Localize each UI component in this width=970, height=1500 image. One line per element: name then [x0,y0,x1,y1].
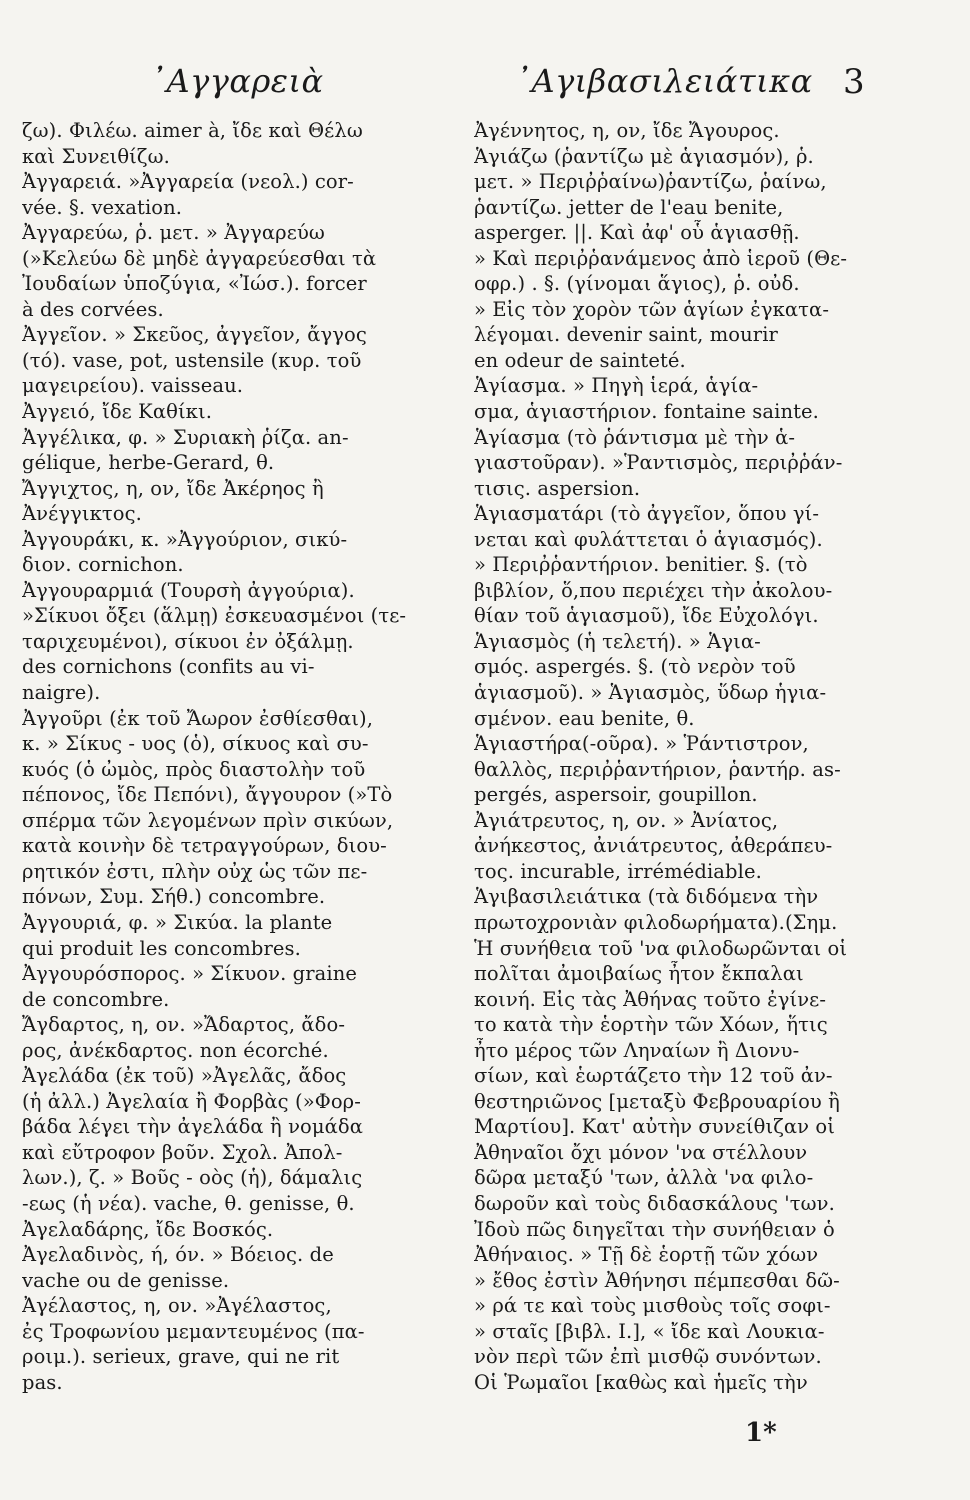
text-line: μετ. » Περιῤῥαίνω)ῥαντίζω, ῥαίνω, [474,170,827,194]
text-line: ἀνήκεστος, ἀνιάτρευτος, ἀθεράπευ- [474,834,833,858]
text-line: (»Κελεύω δὲ μηδὲ ἀγγαρεύεσθαι τὰ [22,246,377,270]
text-line: Οἱ Ῥωμαῖοι [καθὼς καὶ ἡμεῖς τὴν [474,1370,808,1394]
text-line: qui produit les concombres. [22,936,301,960]
text-line: βιβλίον, ὅ,που περιέχει τὴν ἀκολου- [474,578,833,602]
text-line: Ἀγελάδα (ἐκ τοῦ) »Ἀγελᾶς, ἄδος [22,1064,347,1088]
text-line: pergés, aspersoir, goupillon. [474,783,758,807]
text-line: » σταῖς [βιβλ. Ι.], « ἴδε καὶ Λουκια- [474,1319,825,1343]
text-line: πέπονος, ἴδε Πεπόνι), ἄγγουρον (»Τὸ [22,783,393,807]
text-line: λέγομαι. devenir saint, mourir [474,323,778,347]
text-line: σπέρμα τῶν λεγομένων πρὶν σικύων, [22,808,394,832]
text-line: θεστηριῶνος [μεταξὺ Φεβρουαρίου ἢ [474,1089,840,1113]
text-line: Ἀγγεῖον. » Σκεῦος, ἀγγεῖον, ἄγγος [22,323,367,347]
text-line: δωροῦν καὶ τοὺς διδασκάλους 'των. [474,1191,835,1215]
text-line: Ἀγγειό, ἴδε Καθίκι. [22,400,213,424]
text-line: μαγειρείου). vaisseau. [22,374,244,398]
text-line: Ἰδοὺ πῶς διηγεῖται τὴν συνήθειαν ὁ [474,1217,835,1241]
text-line: κυός (ὁ ὠμὸς, πρὸς διαστολὴν τοῦ [22,757,366,781]
text-line: Ἀνέγγικτος. [22,502,142,526]
text-line: ρος, ἀνέκδαρτος. non écorché. [22,1038,329,1062]
text-line: Ἀγελαδινὸς, ή, όν. » Βόειος. de [22,1243,334,1267]
text-line: ρητικόν ἐστι, πλὴν οὐχ ὡς τῶν πε- [22,859,368,883]
left-column [22,118,457,1395]
page-number: 3 [843,62,865,102]
text-line: Ἡ συνήθεια τοῦ 'να φιλοδωρῶνται οἱ [474,936,848,960]
text-line: Ἀθήναιος. » Τῇ δὲ ἑορτῇ τῶν χόων [474,1243,819,1267]
text-line: Ἁγίασμα (τὸ ῥάντισμα μὲ τὴν ἁ- [474,425,796,449]
text-line: (ἡ ἀλλ.) Ἀγελαία ἢ Φορβὰς (»Φορ- [22,1089,361,1113]
text-line: ταριχευμένοι), σίκυοι ἐν ὀξάλμῃ. [22,629,354,653]
text-line: Ἁγίασμα. » Πηγὴ ἱερά, ἁγία- [474,374,759,398]
text-line: » ἔθος ἐστὶν Ἀθήνησι πέμπεσθαι δῶ- [474,1268,840,1292]
text-line: Ἀγέννητος, η, ον, ἴδε Ἄγουρος. [474,119,780,142]
right-running-headword: ᾿Αγιβασιλειάτικα [515,62,813,100]
text-line: Ἀγγουριά, φ. » Σικύα. la plante [22,910,333,934]
text-line: σμός. aspergés. §. (τὸ νερὸν τοῦ [474,655,796,679]
text-line: σμα, ἁγιαστήριον. fontaine sainte. [474,400,819,424]
text-line: θαλλὸς, περιῤῥαντήριον, ῥαντήρ. as- [474,757,841,781]
text-line: βάδα λέγει τὴν ἀγελάδα ἢ νομάδα [22,1115,364,1139]
text-line: πολῖται ἀμοιβαίως ἦτον ἔκπαλαι [474,962,804,986]
text-line: καὶ εὔτροφον βοῦν. Σχολ. Ἀπολ- [22,1140,343,1164]
text-line: Ἁγιασμὸς (ἡ τελετή). » Ἁγια- [474,629,761,653]
text-line: ἁγιασμοῦ). » Ἁγιασμὸς, ὕδωρ ἡγια- [474,681,827,705]
text-line: Ἀγγουραρμιά (Τουρσὴ ἀγγούρια). [22,578,355,602]
text-line: Ἀγιάτρευτος, η, ον. » Ἀνίατος, [474,808,779,832]
text-line: » Εἰς τὸν χορὸν τῶν ἁγίων ἐγκατα- [474,297,830,321]
text-line: vache ou de genisse. [22,1268,230,1292]
signature-mark: 1* [745,1418,777,1448]
text-line: Ἁγιασματάρι (τὸ ἀγγεῖον, ὅπου γί- [474,502,820,526]
text-line: σμένον. eau benite, θ. [474,706,695,730]
text-line: » ρά τε καὶ τοὺς μισθοὺς τοῖς σοφι- [474,1294,831,1318]
text-line: διον. cornichon. [22,553,184,577]
text-line: το κατὰ τὴν ἑορτὴν τῶν Χόων, ἥτις [474,1013,828,1037]
text-line: des cornichons (confits au vi- [22,655,315,679]
text-line: de concombre. [22,987,170,1011]
text-line: καὶ Συνειθίζω. [22,144,170,168]
text-line: Ἀγγοῦρι (ἐκ τοῦ Ἄωρον ἐσθίεσθαι), [22,706,374,730]
text-line: Ἀθηναῖοι ὄχι μόνον 'να στέλλουν [474,1140,808,1164]
text-line: ἦτο μέρος τῶν Ληναίων ἢ Διονυ- [474,1038,800,1062]
text-line: νὸν περὶ τῶν ἐπὶ μισθῷ συνόντων. [474,1345,822,1369]
text-line: κοινή. Εἰς τὰς Ἀθήνας τοῦτο ἐγίνε- [474,987,827,1011]
text-line: ἐς Τροφωνίου μεμαντευμένος (πα- [22,1319,365,1343]
text-line: en odeur de sainteté. [474,348,686,372]
text-line: Ἀγγέλικα, φ. » Συριακὴ ῥίζα. an- [22,425,349,449]
text-line: νεται καὶ φυλάττεται ὁ ἁγιασμός). [474,527,823,551]
text-line: κ. » Σίκυς - υος (ὁ), σίκυος καὶ συ- [22,732,369,756]
text-line: -εως (ἡ νέα). vache, θ. genisse, θ. [22,1191,355,1215]
text-line: Ἀγγουρόσπορος. » Σίκυον. graine [22,962,358,986]
text-line: Μαρτίου]. Κατ' αὐτὴν συνείθιζαν οἱ [474,1115,835,1139]
text-line: οφρ.) . §. (γίνομαι ἅγιος), ῥ. οὐδ. [474,272,800,296]
text-line: Ἀγελαδάρης, ἴδε Βοσκός. [22,1217,274,1241]
text-line: ῥαντίζω. jetter de l'eau benite, [474,195,784,219]
right-column [474,118,926,1395]
text-line: asperger. ||. Καὶ ἀφ' οὗ ἁγιασθῇ. [474,221,800,245]
text-line: τισις. aspersion. [474,476,641,500]
text-line: naigre). [22,681,101,705]
text-line: pas. [22,1370,63,1394]
text-line: Ἁγιαστήρα(-οῦρα). » Ῥάντιστρον, [474,732,809,756]
text-line: Ἄγγιχτος, η, ον, ἴδε Ἀκέρηος ἢ [22,476,324,500]
text-line: Ἀγγαρεύω, ῥ. μετ. » Ἀγγαρεύω [22,221,325,245]
text-line: πόνων, Συμ. Σήθ.) concombre. [22,885,326,909]
text-line: θίαν τοῦ ἁγιασμοῦ), ἴδε Εὐχολόγι. [474,604,819,628]
text-line: (τό). vase, pot, ustensile (κυρ. τοῦ [22,348,362,372]
text-line: δῶρα μεταξύ 'των, ἀλλὰ 'να φιλο- [474,1166,814,1190]
left-running-headword: ᾿Αγγαρειὰ [150,62,324,100]
text-line: gélique, herbe-Gerard, θ. [22,451,275,475]
text-line: Ἁγιάζω (ῥαντίζω μὲ ἁγιασμόν), ῥ. [474,144,814,168]
text-line: Ἁγιβασιλειάτικα (τὰ διδόμενα τὴν [474,885,819,909]
text-line: »Σίκυοι ὄξει (ἅλμῃ) ἐσκευασμένοι (τε- [22,604,407,628]
text-line: Ἀγγουράκι, κ. »Ἀγγούριον, σικύ- [22,527,348,551]
text-line: Ἀγέλαστος, η, ον. »Ἀγέλαστος, [22,1294,332,1318]
text-line: γιαστοῦραν). »Ῥαντισμὸς, περιῤῥάν- [474,451,843,475]
text-line: Ἰουδαίων ὑποζύγια, «Ἰώσ.). forcer [22,272,367,296]
text-line: » Καὶ περιῤῥανάμενος ἀπὸ ἱεροῦ (Θε- [474,246,848,270]
text-line: κατὰ κοινὴν δὲ τετραγγούρων, διου- [22,834,387,858]
text-line: Ἄγδαρτος, η, ον. »Ἄδαρτος, ἄδο- [22,1013,346,1037]
text-line: λων.), ζ. » Βοῦς - οὸς (ἡ), δάμαλις [22,1166,363,1190]
text-line: τος. incurable, irrémédiable. [474,859,762,883]
running-header [0,62,970,112]
text-line: » Περιῤῥαντήριον. benitier. §. (τὸ [474,553,808,577]
text-line: vée. §. vexation. [22,195,183,219]
text-line: ροιμ.). serieux, grave, qui ne rit [22,1345,340,1369]
text-line: Ἀγγαρειά. »Ἀγγαρεία (νεολ.) cor- [22,170,354,194]
text-line: πρωτοχρονιὰν φιλοδωρήματα).(Σημ. [474,910,838,934]
text-line: ζω). Φιλέω. aimer à, ἴδε καὶ Θέλω [22,119,363,142]
text-line: à des corvées. [22,297,164,321]
text-line: σίων, καὶ ἑωρτάζετο τὴν 12 τοῦ ἀν- [474,1064,833,1088]
